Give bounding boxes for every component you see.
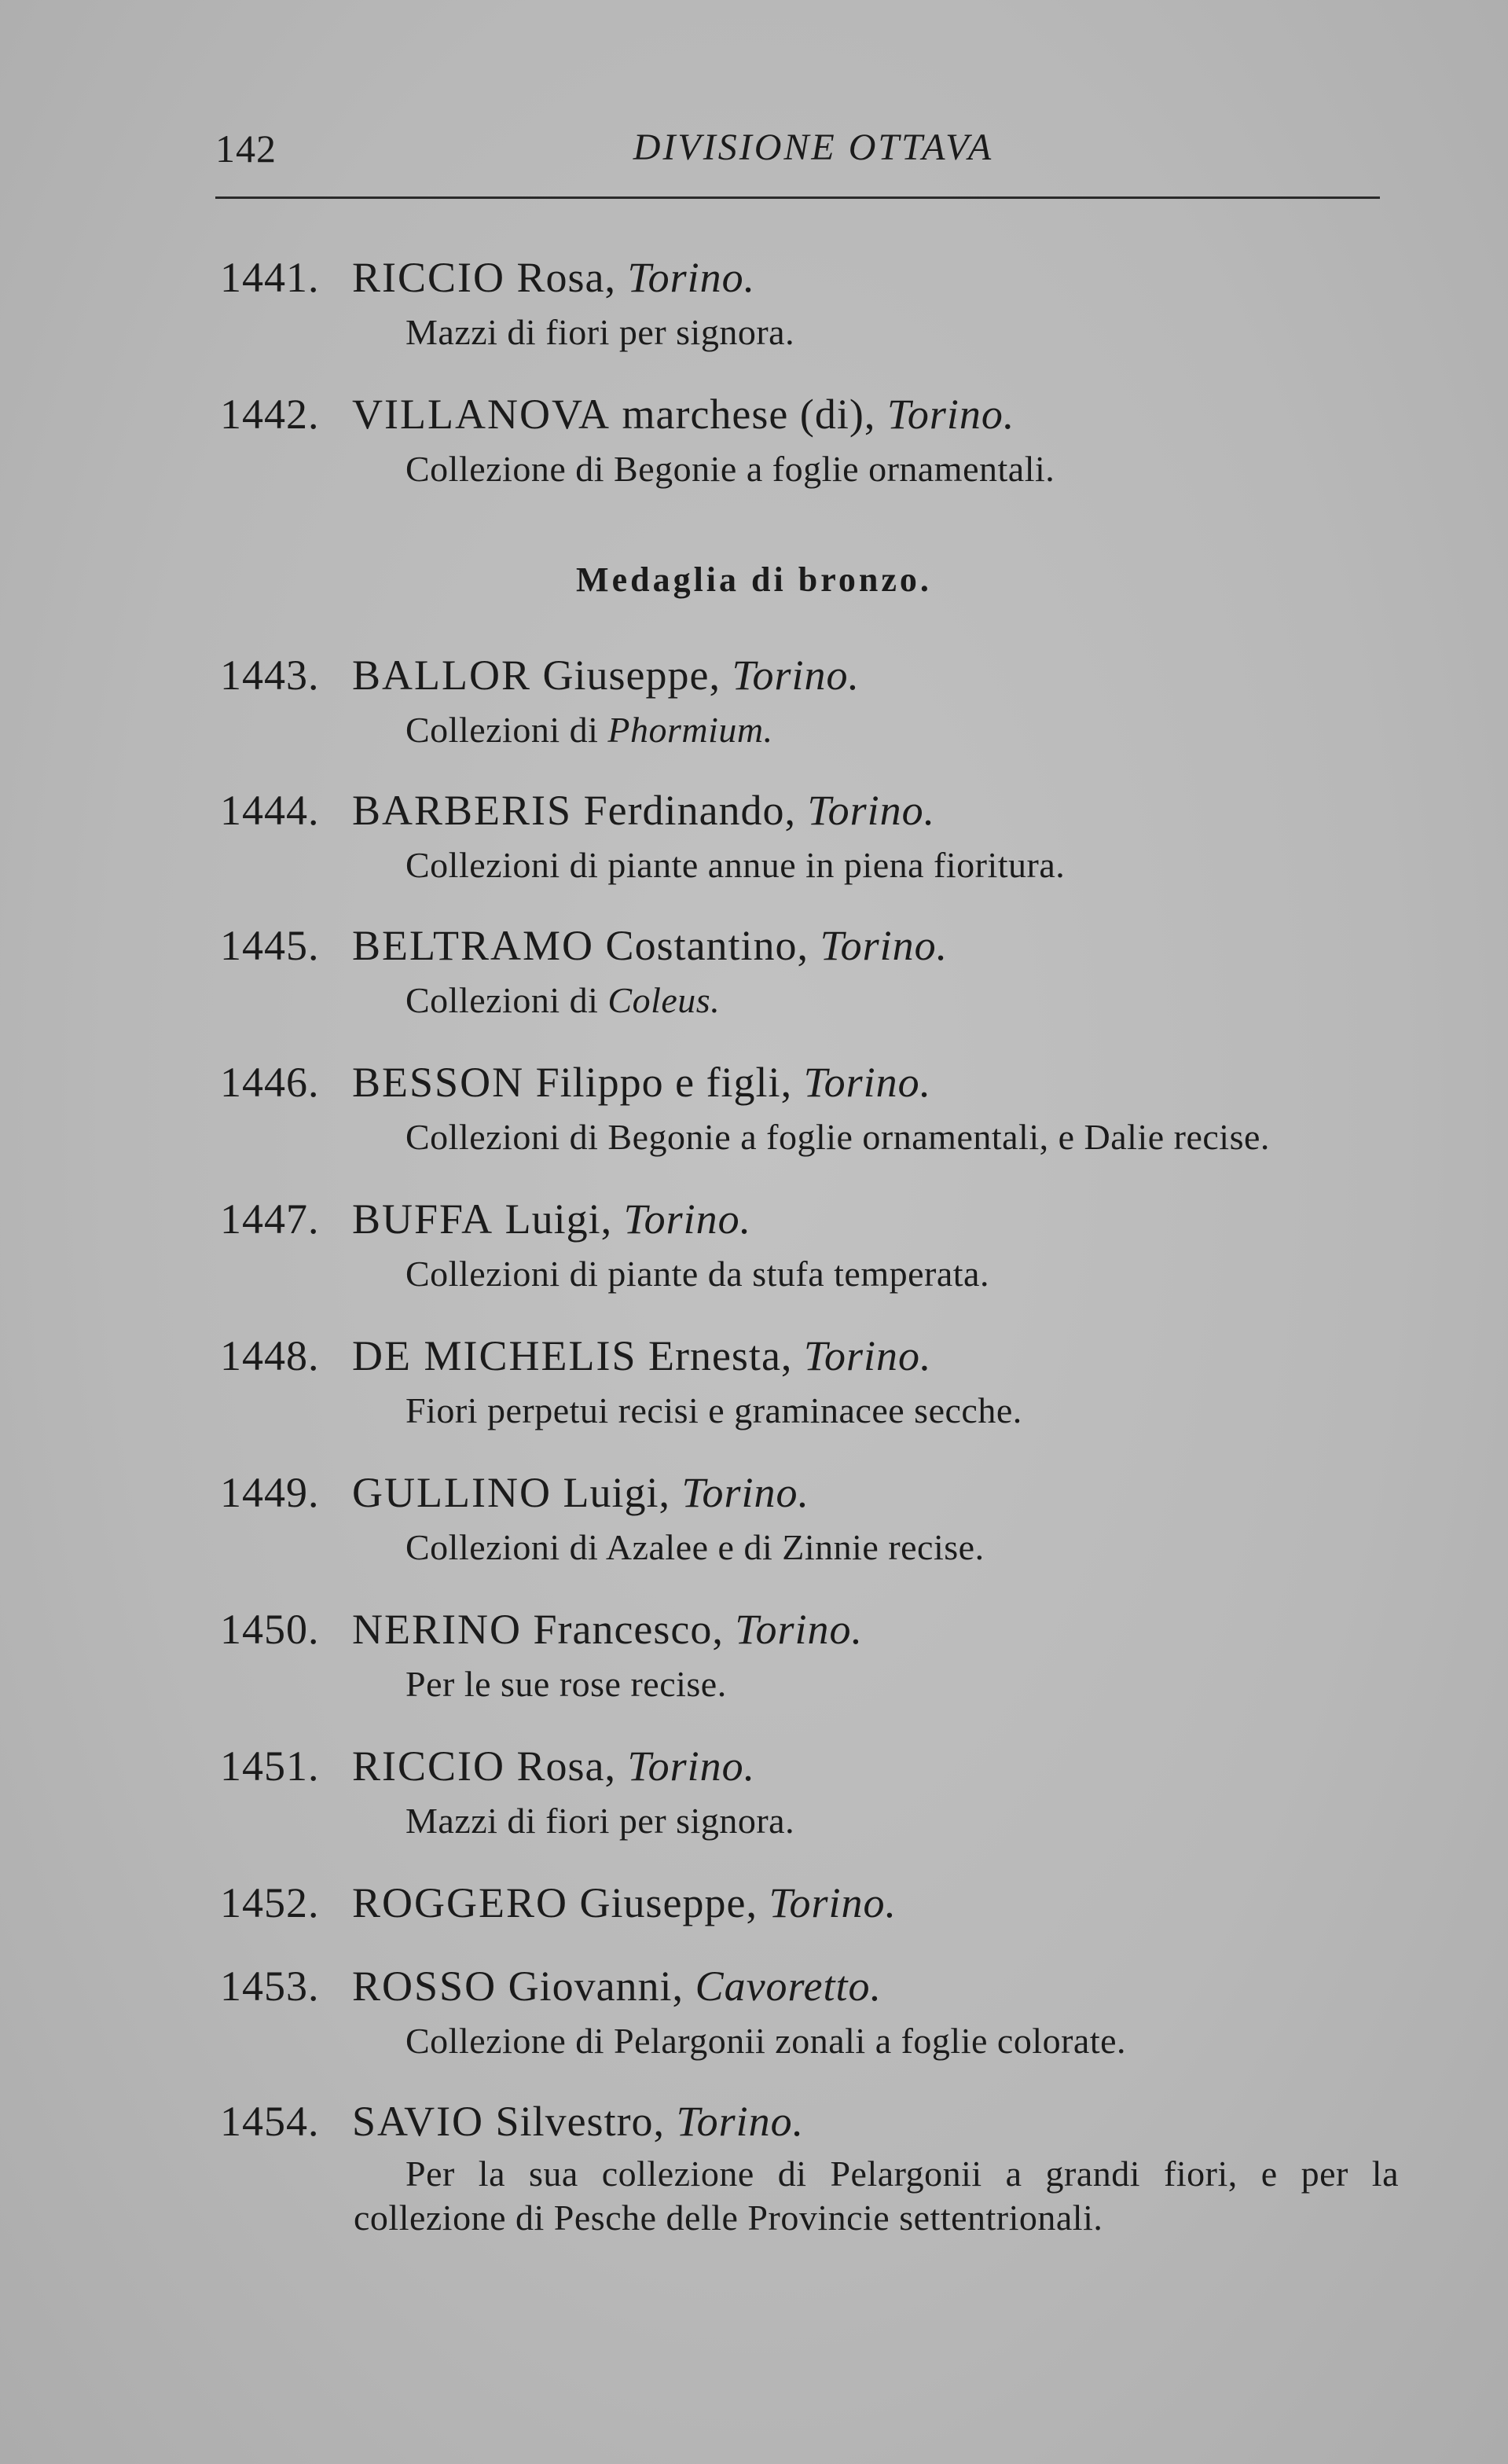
exhibitor-given: Luigi, <box>551 1469 682 1516</box>
entry-number: 1450. <box>220 1606 320 1653</box>
exhibitor-name: BARBERIS <box>352 787 573 834</box>
entry-description: Per la sua collezione di Pelargonii a grandi fiori, e per la collezione di Pesche delle Provincie settentrionali. <box>354 2154 1399 2238</box>
exhibitor-given: Ernesta, <box>637 1332 804 1379</box>
page-number: 142 <box>215 127 277 171</box>
entry-number: 1441. <box>220 254 320 301</box>
entry-description <box>405 709 773 751</box>
description-text: Collezioni di <box>405 980 608 1020</box>
entry-head <box>352 921 948 970</box>
entry-head <box>352 1962 882 2010</box>
exhibitor-name: BELTRAMO <box>352 922 595 969</box>
exhibitor-place: Torino. <box>623 1195 752 1243</box>
entry-description: Fiori perpetui recisi e graminacee secche. <box>405 1390 1022 1430</box>
entry-description: Collezione di Begonie a foglie ornamentali. <box>405 449 1055 489</box>
entry-number: 1452. <box>220 1879 320 1926</box>
exhibitor-place: Torino. <box>769 1879 897 1926</box>
exhibitor-given: Giovanni, <box>497 1963 695 2010</box>
entry-number: 1448. <box>220 1332 320 1379</box>
entry-number: 1454. <box>220 2098 320 2145</box>
exhibitor-given: Silvestro, <box>484 2098 677 2145</box>
exhibitor-name: SAVIO <box>352 2098 485 2145</box>
exhibitor-name: BUFFA <box>352 1195 494 1243</box>
exhibitor-name: ROSSO <box>352 1963 497 2010</box>
entry-number: 1447. <box>220 1195 320 1243</box>
exhibitor-name: BALLOR <box>352 652 531 699</box>
section-title: Medaglia di bronzo. <box>576 560 932 599</box>
exhibitor-place: Torino. <box>735 1606 863 1653</box>
entry-head <box>352 390 1015 439</box>
exhibitor-given: Giuseppe, <box>568 1879 769 1926</box>
exhibitor-name: ROGGERO <box>352 1879 569 1926</box>
entry-head <box>352 1058 931 1107</box>
exhibitor-place: Torino. <box>676 2098 805 2145</box>
entry-description: Collezioni di piante annue in piena fioritura. <box>405 845 1066 885</box>
exhibitor-place: Torino. <box>627 254 756 301</box>
entry-head <box>352 1195 751 1243</box>
entry-number: 1445. <box>220 922 320 969</box>
entry-number: 1443. <box>220 652 320 699</box>
entry-description: Mazzi di fiori per signora. <box>405 1801 795 1841</box>
exhibitor-given: Giuseppe, <box>531 652 732 699</box>
exhibitor-name: BESSON <box>352 1059 525 1106</box>
entry-description: Mazzi di fiori per signora. <box>405 312 795 352</box>
exhibitor-name: RICCIO <box>352 254 506 301</box>
entry-description: Collezione di Pelargonii zonali a foglie colorate. <box>405 2021 1127 2061</box>
header-rule <box>215 196 1380 199</box>
exhibitor-place: Torino. <box>803 1332 932 1379</box>
page-header <box>215 126 1380 181</box>
entry-head <box>352 2097 804 2146</box>
exhibitor-place: Torino. <box>886 391 1015 438</box>
entry-description: Collezioni di piante da stufa temperata. <box>405 1254 989 1294</box>
entry-number: 1453. <box>220 1963 320 2010</box>
entry-number: 1444. <box>220 787 320 834</box>
entry-head <box>352 1742 755 1790</box>
entry-number: 1451. <box>220 1742 320 1790</box>
running-head: DIVISIONE OTTAVA <box>633 127 994 168</box>
exhibitor-place: Cavoretto. <box>695 1963 882 2010</box>
entry-number: 1446. <box>220 1059 320 1106</box>
entry-head <box>352 786 935 835</box>
exhibitor-given: Rosa, <box>505 1742 628 1790</box>
exhibitor-given: Ferdinando, <box>572 787 808 834</box>
entry-head <box>352 1468 809 1517</box>
exhibitor-place: Torino. <box>803 1059 932 1106</box>
entry-description: Per le sue rose recise. <box>405 1664 727 1704</box>
entry-head <box>352 1605 863 1654</box>
exhibitor-name: DE MICHELIS <box>352 1332 637 1379</box>
entry-number: 1449. <box>220 1469 320 1516</box>
exhibitor-place: Torino. <box>732 652 860 699</box>
description-italic: Phormium. <box>607 710 773 750</box>
entry-number: 1442. <box>220 391 320 438</box>
entry-head <box>352 1878 897 1927</box>
exhibitor-name: VILLANOVA <box>352 391 611 438</box>
exhibitor-given: Francesco, <box>521 1606 736 1653</box>
exhibitor-name: GULLINO <box>352 1469 552 1516</box>
entry-head <box>352 651 860 700</box>
exhibitor-name: RICCIO <box>352 1742 506 1790</box>
description-text: Collezioni di <box>405 710 608 750</box>
entry-head <box>352 1331 932 1380</box>
exhibitor-given: Filippo e figli, <box>524 1059 804 1106</box>
entry-description <box>405 979 720 1021</box>
exhibitor-given: marchese (di), <box>610 391 887 438</box>
exhibitor-place: Torino. <box>681 1469 810 1516</box>
entry-head <box>352 253 755 302</box>
exhibitor-place: Torino. <box>627 1742 756 1790</box>
exhibitor-given: Costantino, <box>594 922 820 969</box>
entry-description: Collezioni di Begonie a foglie ornamentali, e Dalie recise. <box>405 1117 1270 1157</box>
exhibitor-given: Rosa, <box>505 254 628 301</box>
exhibitor-name: NERINO <box>352 1606 522 1653</box>
exhibitor-place: Torino. <box>820 922 948 969</box>
exhibitor-place: Torino. <box>807 787 936 834</box>
exhibitor-given: Luigi, <box>493 1195 624 1243</box>
description-italic: Coleus. <box>607 980 721 1020</box>
entry-description: Collezioni di Azalee e di Zinnie recise. <box>405 1527 985 1567</box>
